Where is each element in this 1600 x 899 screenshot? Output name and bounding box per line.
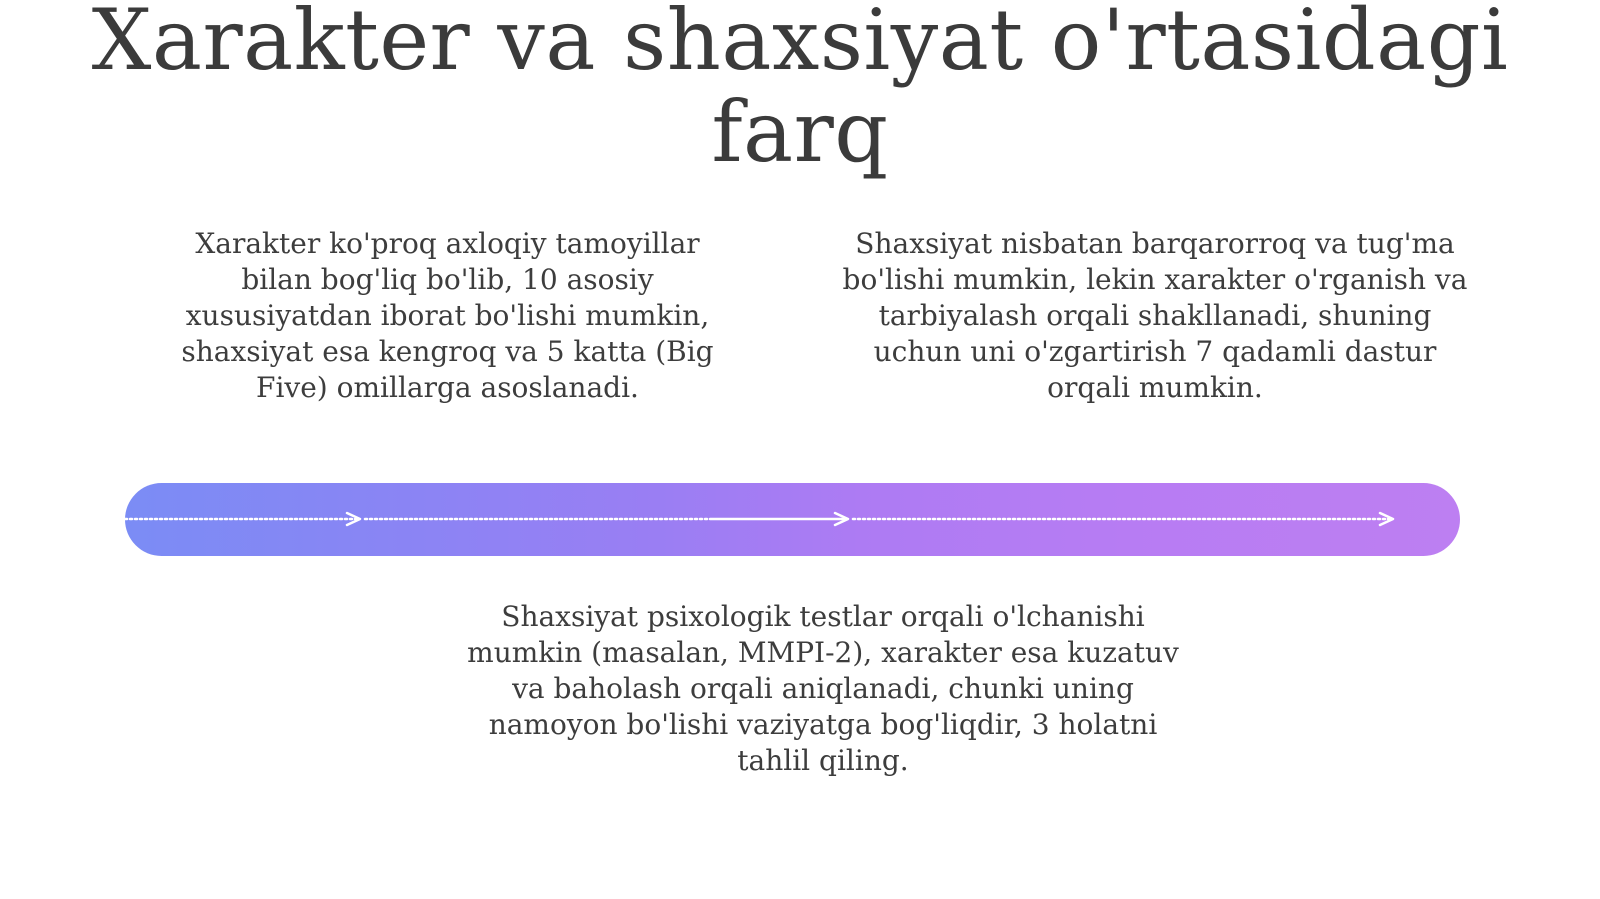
bottom-description: Shaxsiyat psixologik testlar orqali o'lchanishi mumkin (masalan, MMPI-2), xarakter esa kuzatuv va baholash orqali aniqlanadi, chunki uning namoyon bo'lishi vaziyatga bog'liqdir, 3 holatni tahlil qiling.: [467, 600, 1179, 777]
page-title: Xarakter va shaxsiyat o'rtasidagi farq: [91, 0, 1509, 181]
left-description: Xarakter ko'proq axloqiy tamoyillar bilan bog'liq bo'lib, 10 asosiy xususiyatdan iborat bo'lishi mumkin, shaxsiyat esa kengroq va 5 katta (Big Five) omillarga asoslanadi.: [181, 227, 714, 404]
right-description: Shaxsiyat nisbatan barqarorroq va tug'ma bo'lishi mumkin, lekin xarakter o'rganish va tarbiyalash orqali shakllanadi, shuning uchun uni o'zgartirish 7 qadamli dastur orqali mumkin.: [842, 227, 1468, 404]
timeline-bar: [125, 483, 1460, 556]
timeline-arrows: [125, 483, 1460, 556]
